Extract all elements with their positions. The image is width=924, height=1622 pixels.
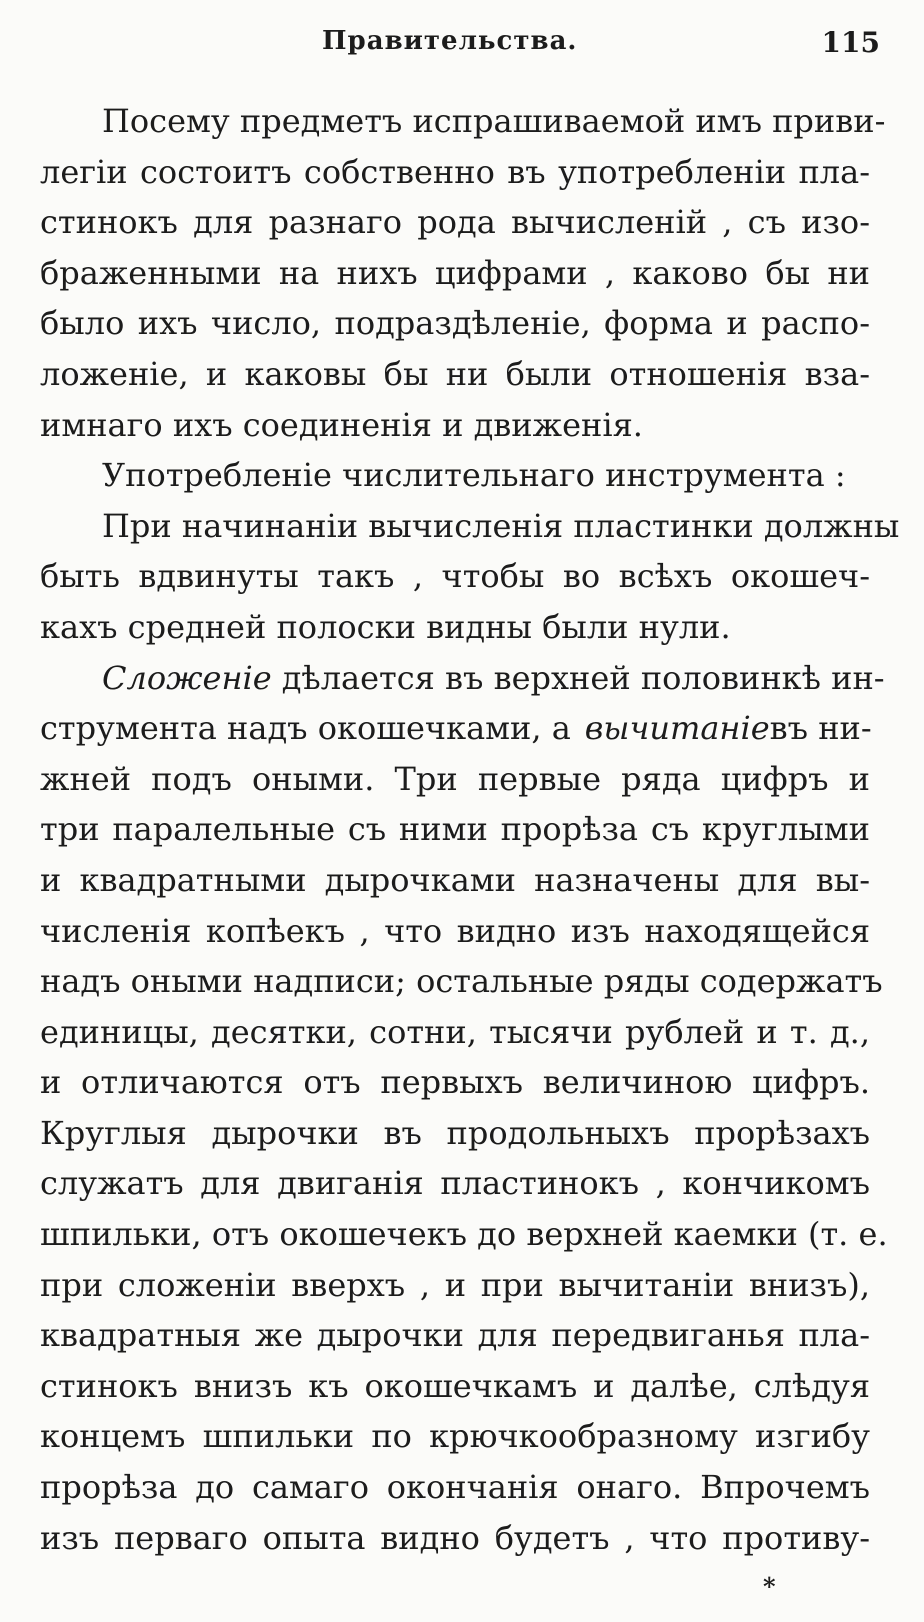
text-line — [40, 298, 870, 349]
line-text: и квадратными дырочками назначены для вы- — [40, 860, 870, 899]
text-line — [40, 1462, 870, 1513]
line-text: численія копѣекъ , что видно изъ находящейся — [40, 911, 870, 950]
line-text: въ ни- — [769, 709, 872, 748]
text-line — [40, 147, 870, 198]
text-line — [40, 1209, 888, 1260]
body-text — [40, 96, 900, 1563]
text-line — [40, 551, 870, 602]
line-text: Употребленіе числительнаго инструмента : — [102, 456, 846, 495]
text-line — [40, 1007, 870, 1058]
line-text: концемъ шпильки по крючкообразному изгибу — [40, 1417, 870, 1456]
page-number: 115 — [821, 26, 880, 59]
text-line — [40, 653, 885, 704]
line-text: квадратныя же дырочки для передвиганья пла- — [40, 1316, 870, 1355]
emphasis-term: Сложеніе — [102, 658, 272, 697]
emphasis-term: вычитаніе — [584, 709, 770, 748]
running-head: Правительства. — [322, 26, 578, 56]
line-text: струмента надъ окошечками, а — [40, 709, 571, 748]
line-text: кахъ средней полоски видны были нули. — [40, 607, 731, 646]
text-line — [40, 1057, 870, 1108]
line-text: было ихъ число, подраздѣленіе, форма и распо- — [40, 304, 870, 343]
text-line — [40, 602, 870, 653]
line-text: имнаго ихъ соединенія и движенія. — [40, 405, 643, 444]
line-text: прорѣза до самаго окончанія онаго. Впрочемъ — [40, 1468, 870, 1507]
line-text: легіи состоитъ собственно въ употребленіи пла- — [40, 152, 870, 191]
text-line — [40, 855, 870, 906]
line-text: жней подъ оными. Три первые ряда цифръ и — [40, 759, 870, 798]
line-text: браженными на нихъ цифрами , каково бы ни — [40, 253, 870, 292]
text-line — [40, 1158, 870, 1209]
text-line — [40, 248, 870, 299]
line-text: Круглыя дырочки въ продольныхъ прорѣзахъ — [40, 1113, 870, 1152]
text-line — [40, 1513, 870, 1564]
text-line — [40, 703, 870, 754]
text-line — [40, 1361, 870, 1412]
line-text: служатъ для двиганія пластинокъ , кончикомъ — [40, 1164, 870, 1203]
text-line — [40, 906, 870, 957]
line-text: быть вдвинуты такъ , чтобы во всѣхъ окошеч- — [40, 557, 870, 596]
text-line — [40, 804, 870, 855]
text-line — [40, 450, 870, 501]
line-text: стинокъ для разнаго рода вычисленій , съ изо- — [40, 203, 870, 242]
line-text: единицы, десятки, сотни, тысячи рублей и т. д., — [40, 1012, 870, 1051]
line-text: надъ оными надписи; остальные ряды содержатъ — [40, 962, 883, 1001]
line-text: ложеніе, и каковы бы ни были отношенія вза- — [40, 354, 870, 393]
text-line — [40, 1411, 870, 1462]
line-text: и отличаются отъ первыхъ величиною цифръ. — [40, 1063, 870, 1102]
text-line — [40, 400, 870, 451]
footer-mark: * — [763, 1572, 776, 1601]
line-text: три паралельные съ ними прорѣза съ круглыми — [40, 810, 870, 849]
text-line — [40, 197, 870, 248]
text-line — [40, 96, 886, 147]
line-text: При начинаніи вычисленія пластинки должны — [102, 506, 900, 545]
line-text: Посему предметъ испрашиваемой имъ приви- — [102, 102, 886, 140]
line-text: шпильки, отъ окошечекъ до верхней каемки (т. е. — [40, 1215, 888, 1254]
line-text: стинокъ внизъ къ окошечкамъ и далѣе, слѣдуя — [40, 1366, 870, 1405]
text-line — [40, 754, 870, 805]
text-line — [40, 501, 900, 552]
text-line — [40, 1310, 870, 1361]
text-line — [40, 349, 870, 400]
line-text: изъ перваго опыта видно будетъ , что противу- — [40, 1518, 870, 1557]
text-line — [40, 1108, 870, 1159]
text-line — [40, 1260, 870, 1311]
line-text: дѣлается въ верхней половинкѣ ин- — [281, 658, 885, 697]
line-text: при сложеніи вверхъ , и при вычитаніи внизъ), — [40, 1265, 870, 1304]
text-line — [40, 956, 883, 1007]
